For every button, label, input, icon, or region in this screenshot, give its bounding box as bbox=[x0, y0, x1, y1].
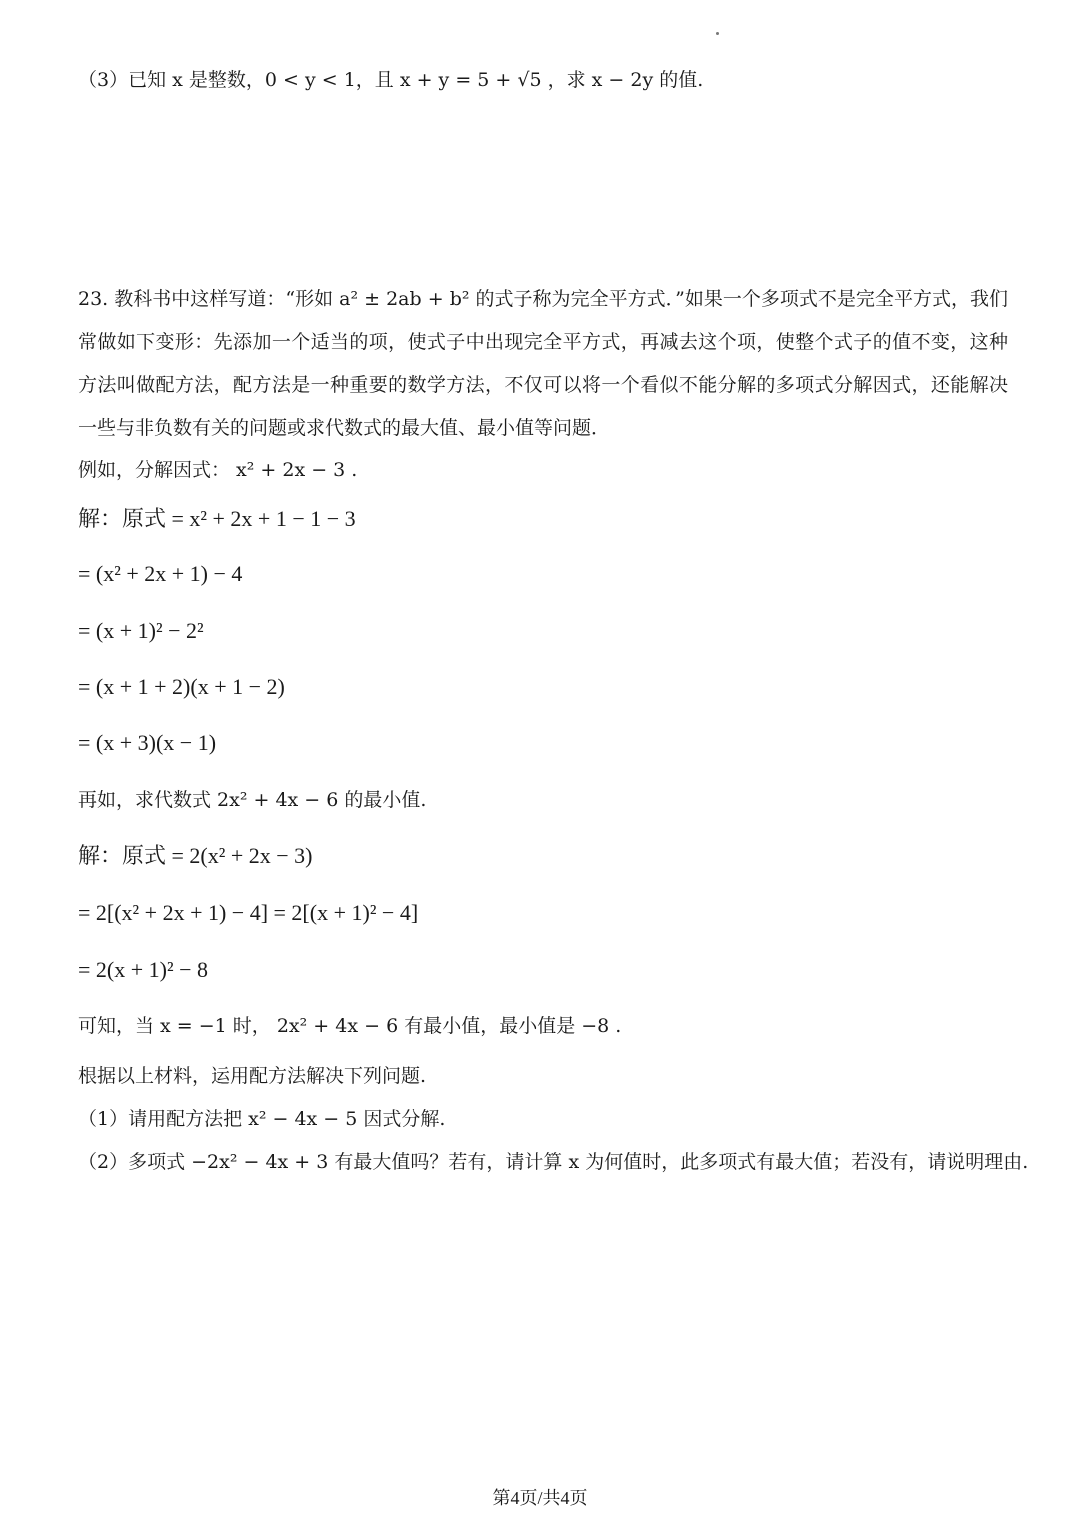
example-1-title: 例如，分解因式： x² + 2x − 3 . bbox=[78, 459, 358, 481]
question-23-part-1: （1）请用配方法把 x² − 4x − 5 因式分解. bbox=[78, 1108, 446, 1130]
example-2-step-1: 解：原式 = 2(x² + 2x − 3) bbox=[78, 843, 313, 868]
example-1-step-3: = (x + 1)² − 2² bbox=[78, 618, 204, 643]
example-1-step-1: 解：原式 = x² + 2x + 1 − 1 − 3 bbox=[78, 506, 356, 531]
example-1-step-4: = (x + 1 + 2)(x + 1 − 2) bbox=[78, 674, 285, 699]
example-1-step-2: = (x² + 2x + 1) − 4 bbox=[78, 561, 243, 586]
question-23-intro: 23. 教科书中这样写道：“形如 a² ± 2ab + b² 的式子称为完全平方式．”如果一个多项式不是完全平方式，我们常做如下变形：先添加一个适当的项，使式子中出现完全平方式，再减去这个项，使整个式子的值不变，这种方法叫做配方法，配方法是一种重要的数学方法，不仅可以将一个看似不能分解的多项式分解因式，还能解决一些与非负数有关的问题或求代数式的最大值、最小值等问题． bbox=[78, 288, 1008, 439]
example-1-step-5: = (x + 3)(x − 1) bbox=[78, 730, 217, 755]
task-instruction: 根据以上材料，运用配方法解决下列问题. bbox=[78, 1065, 427, 1087]
question-22-part-3: （3）已知 x 是整数，0 < y < 1，且 x + y = 5 + √5 ，求 x − 2y 的值. bbox=[78, 69, 704, 91]
example-2-step-3: = 2(x + 1)² − 8 bbox=[78, 957, 208, 982]
question-23-part-2: （2）多项式 −2x² − 4x + 3 有最大值吗？若有，请计算 x 为何值时，此多项式有最大值；若没有，请说明理由. bbox=[78, 1151, 1029, 1173]
example-2-step-2: = 2[(x² + 2x + 1) − 4] = 2[(x + 1)² − 4] bbox=[78, 900, 419, 925]
example-2-conclusion: 可知，当 x = −1 时， 2x² + 4x − 6 有最小值，最小值是 −8 . bbox=[78, 1015, 622, 1037]
scan-speck bbox=[716, 32, 719, 35]
example-2-title: 再如，求代数式 2x² + 4x − 6 的最小值. bbox=[78, 789, 427, 811]
page-footer: 第4页/共4页 bbox=[492, 1488, 588, 1508]
